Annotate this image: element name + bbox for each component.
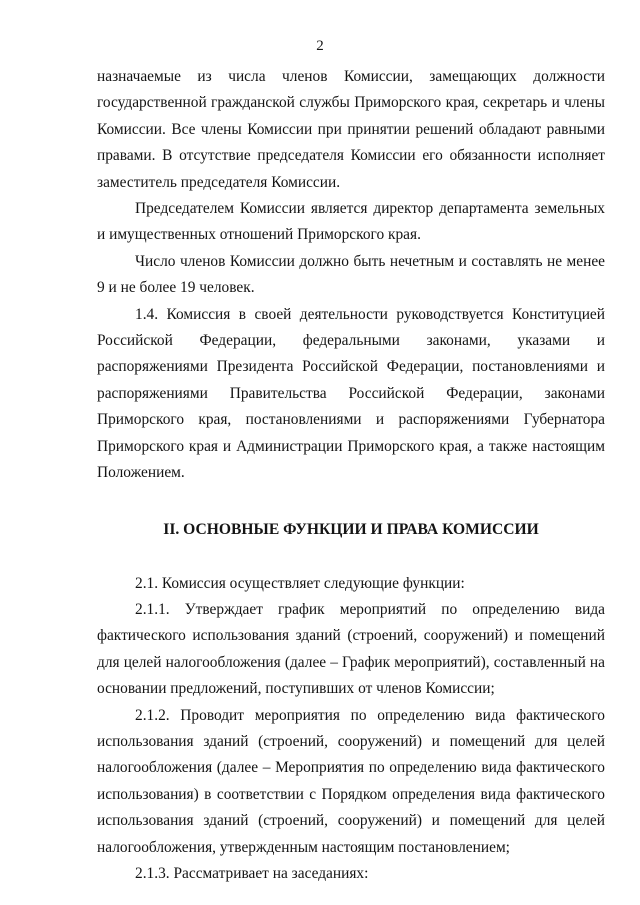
document-body bbox=[97, 64, 605, 887]
paragraph-2-1-2-measures: 2.1.2. Проводит мероприятия по определению вида фактического использования зданий (строений, сооружений) и помещений для целей налогообложения (далее – Мероприятия по определению вида фактического использования) в соответствии с Порядком определения вида фактического использования зданий (строений, сооружений) и помещений для целей налогообложения, утвержденным настоящим постановлением; bbox=[97, 706, 605, 856]
page-number: 2 bbox=[316, 38, 324, 54]
paragraph-chairman: Председателем Комиссии является директор департамента земельных и имущественных отношений Приморского края. bbox=[97, 200, 605, 244]
paragraph-member-count: Число членов Комиссии должно быть нечетным и составлять не менее 9 и не более 19 человек. bbox=[97, 252, 605, 297]
paragraph-2-1-3-meetings: 2.1.3. Рассматривает на заседаниях: bbox=[135, 864, 369, 882]
paragraph-commission-composition: назначаемые из числа членов Комиссии, замещающих должности государственной гражданской службы Приморского края, секретарь и члены Комиссии. Все члены Комиссии при принятии решений обладают равными правами. В отсутствие председателя Комиссии его обязанности исполняет заместитель председателя Комиссии. bbox=[97, 68, 605, 191]
paragraph-1-4-legal-basis: 1.4. Комиссия в своей деятельности руководствуется Конституцией Российской Федерации, федеральными законами, указами и распоряжениями Президента Российской Федерации, постановлениями и распоряжениями Правительства Российской Федерации, законами Приморского края, постановлениями и распоряжениями Губернатора Приморского края и Администрации Приморского края, а также настоящим Положением. bbox=[97, 305, 605, 482]
section-heading-ii: II. ОСНОВНЫЕ ФУНКЦИИ И ПРАВА КОМИССИИ bbox=[163, 520, 539, 538]
paragraph-2-1-1-schedule: 2.1.1. Утверждает график мероприятий по определению вида фактического использования зданий (строений, сооружений) и помещений для целей налогообложения (далее – График мероприятий), составленный на основании предложений, поступивших от членов Комиссии; bbox=[97, 600, 605, 698]
paragraph-2-1-functions: 2.1. Комиссия осуществляет следующие функции: bbox=[135, 574, 465, 592]
